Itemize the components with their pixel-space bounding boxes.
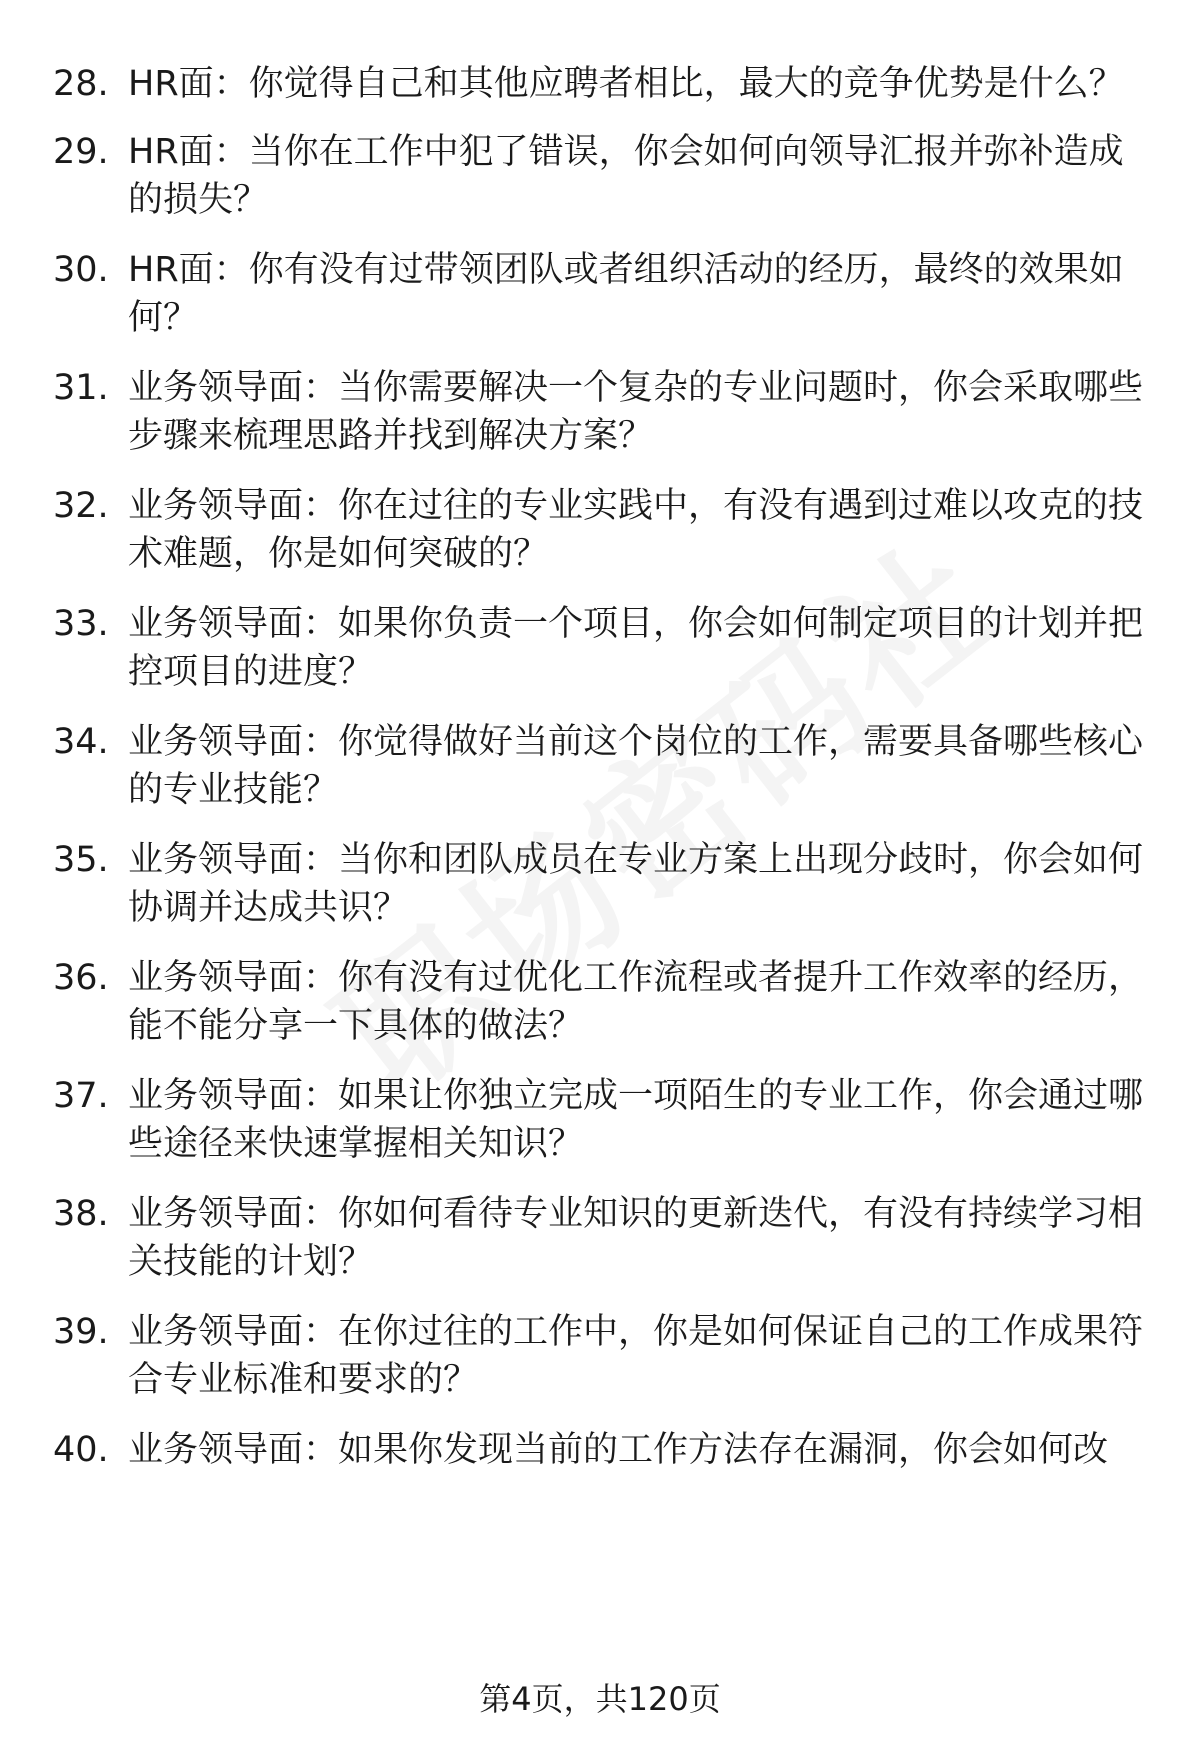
question-number: 34.	[53, 722, 109, 762]
question-text: 业务领导面：当你需要解决一个复杂的专业问题时，你会采取哪些步骤来梳理思路并找到解决方案？	[128, 368, 1144, 456]
question-number: 31.	[53, 368, 109, 408]
question-number: 28.	[53, 64, 109, 104]
question-number: 30.	[53, 250, 109, 290]
question-number: 33.	[53, 604, 109, 644]
question-text: HR面：你觉得自己和其他应聘者相比，最大的竞争优势是什么？	[128, 64, 1124, 104]
question-text: HR面：当你在工作中犯了错误，你会如何向领导汇报并弥补造成的损失？	[128, 132, 1124, 220]
question-text: 业务领导面：如果你发现当前的工作方法存在漏洞，你会如何改	[128, 1430, 1109, 1470]
question-number: 40.	[53, 1430, 109, 1470]
question-text: 业务领导面：如果你负责一个项目，你会如何制定项目的计划并把控项目的进度？	[128, 604, 1144, 692]
question-text: 业务领导面：在你过往的工作中，你是如何保证自己的工作成果符合专业标准和要求的？	[128, 1312, 1144, 1400]
question-number: 32.	[53, 486, 109, 526]
question-text: 业务领导面：你有没有过优化工作流程或者提升工作效率的经历，能不能分享一下具体的做法？	[128, 958, 1144, 1046]
question-text: HR面：你有没有过带领团队或者组织活动的经历，最终的效果如何？	[128, 250, 1124, 338]
question-number: 37.	[53, 1076, 109, 1116]
question-number: 38.	[53, 1194, 109, 1234]
question-text: 业务领导面：你觉得做好当前这个岗位的工作，需要具备哪些核心的专业技能？	[128, 722, 1144, 810]
question-text: 业务领导面：你如何看待专业知识的更新迭代，有没有持续学习相关技能的计划？	[128, 1194, 1144, 1282]
question-text: 业务领导面：你在过往的专业实践中，有没有遇到过难以攻克的技术难题，你是如何突破的？	[128, 486, 1144, 574]
question-number: 35.	[53, 840, 109, 880]
question-text: 业务领导面：如果让你独立完成一项陌生的专业工作，你会通过哪些途径来快速掌握相关知识？	[128, 1076, 1144, 1164]
page-footer: 第4页，共120页	[479, 1680, 721, 1718]
question-number: 29.	[53, 132, 109, 172]
question-text: 业务领导面：当你和团队成员在专业方案上出现分歧时，你会如何协调并达成共识？	[128, 840, 1144, 928]
question-number: 39.	[53, 1312, 109, 1352]
question-number: 36.	[53, 958, 109, 998]
